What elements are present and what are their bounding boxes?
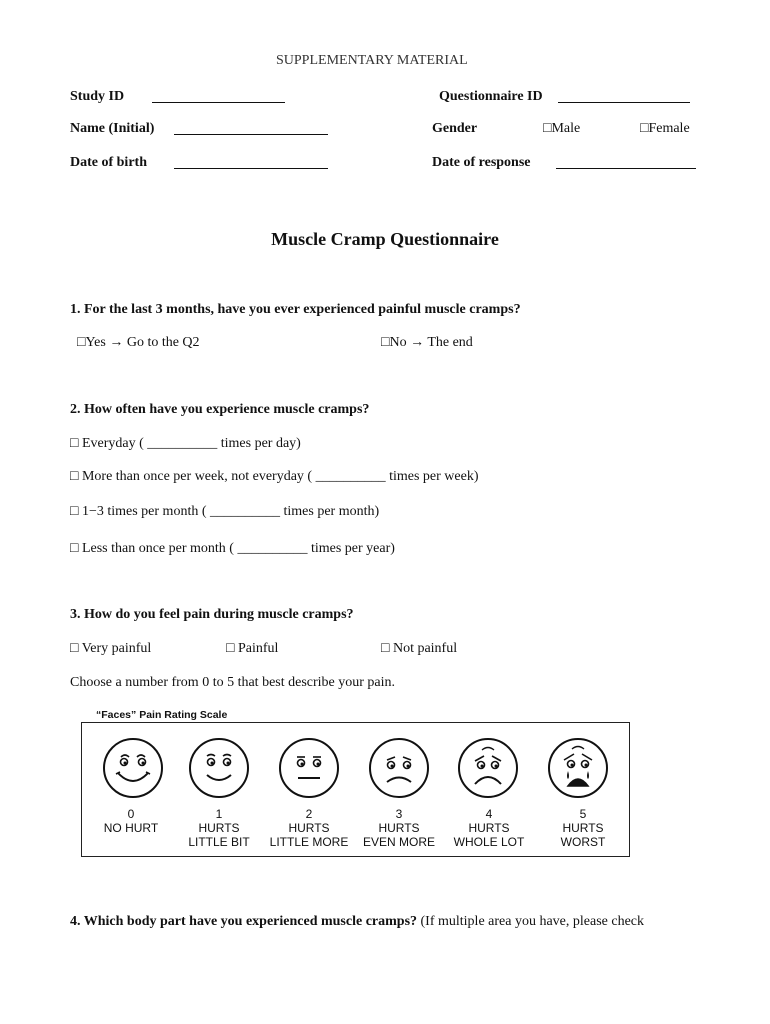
face-1-label: 1 HURTS LITTLE BIT (188, 807, 250, 849)
q2-option-yearly[interactable]: □ Less than once per month ( __________ times per year) (70, 541, 395, 556)
q3-option-not-painful[interactable]: □ Not painful (381, 641, 458, 656)
study-id-field[interactable] (152, 88, 285, 103)
face-3-hurts-even-more-icon[interactable] (367, 736, 431, 800)
face-2-hurts-little-more-icon[interactable] (277, 736, 341, 800)
page-title: Muscle Cramp Questionnaire (271, 229, 499, 249)
gender-male-checkbox[interactable]: □Male (543, 121, 581, 136)
face-3-label: 3 HURTS EVEN MORE (362, 807, 435, 849)
questionnaire-id-field[interactable] (558, 88, 690, 103)
supplementary-heading: SUPPLEMENTARY MATERIAL (276, 53, 468, 68)
gender-label: Gender (432, 121, 478, 136)
q4-note: (If multiple area you have, please check (417, 914, 645, 929)
q3-option-painful[interactable]: □ Painful (226, 641, 279, 656)
face-0-no-hurt-icon[interactable] (101, 736, 165, 800)
q2-option-weekly[interactable]: □ More than once per week, not everyday ( __________ times per week) (70, 469, 479, 484)
q1-no-option[interactable]: □No → The end (381, 335, 473, 350)
date-of-birth-field[interactable] (174, 154, 328, 169)
face-4-label: 4 HURTS WHOLE LOT (453, 807, 525, 849)
face-2-label: 2 HURTS LITTLE MORE (269, 807, 349, 849)
q4-question: 4. Which body part have you experienced muscle cramps? (70, 914, 418, 929)
q3-question: 3. How do you feel pain during muscle cramps? (70, 607, 354, 622)
q1-question: 1. For the last 3 months, have you ever experienced painful muscle cramps? (70, 302, 521, 317)
q2-option-monthly[interactable]: □ 1−3 times per month ( __________ times per month) (70, 504, 380, 519)
q3-option-very-painful[interactable]: □ Very painful (70, 641, 152, 656)
date-of-response-field[interactable] (556, 154, 696, 169)
q2-option-everyday[interactable]: □ Everyday ( __________ times per day) (70, 436, 301, 451)
faces-scale-title: “Faces” Pain Rating Scale (96, 709, 228, 721)
name-initial-label: Name (Initial) (70, 121, 155, 136)
face-4-hurts-whole-lot-icon[interactable] (456, 736, 520, 800)
q2-question: 2. How often have you experience muscle cramps? (70, 402, 370, 417)
questionnaire-id-label: Questionnaire ID (439, 89, 543, 104)
date-of-birth-label: Date of birth (70, 155, 147, 170)
face-0-label: 0 NO HURT (103, 807, 159, 835)
date-of-response-label: Date of response (432, 155, 531, 170)
face-5-hurts-worst-icon[interactable] (546, 736, 610, 800)
study-id-label: Study ID (70, 89, 125, 104)
q1-yes-option[interactable]: □Yes → Go to the Q2 (77, 335, 200, 350)
q4-question-line (70, 914, 644, 930)
q3-instruction: Choose a number from 0 to 5 that best describe your pain. (70, 675, 396, 690)
face-5-label: 5 HURTS WORST (560, 807, 606, 849)
gender-female-checkbox[interactable]: □Female (640, 121, 690, 136)
name-initial-field[interactable] (174, 120, 328, 135)
face-1-hurts-little-bit-icon[interactable] (187, 736, 251, 800)
